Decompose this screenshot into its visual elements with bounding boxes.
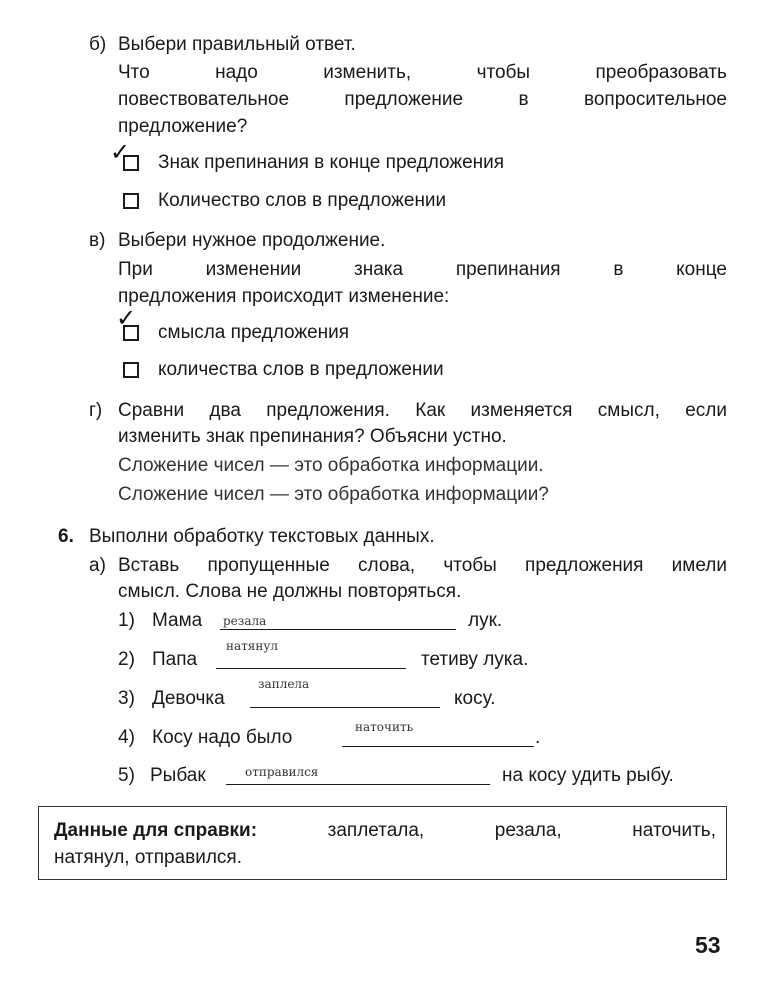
item4-answer: наточить (355, 720, 414, 734)
item5-answer: отправился (245, 765, 319, 779)
item4-number: 4) (118, 727, 135, 748)
item5-number: 5) (118, 765, 135, 786)
item1-before: Мама (152, 610, 203, 631)
part-b-question-line3: предложение? (118, 116, 248, 137)
part-v-instruction: Выбери нужное продолжение. (118, 230, 386, 251)
item1-number: 1) (118, 610, 135, 631)
reference-label: Данные для справки: (54, 820, 258, 841)
part-v-label: в) (89, 230, 106, 251)
part-b-option2: Количество слов в предложении (158, 190, 447, 211)
part-b-label: б) (89, 34, 107, 55)
part-v-option1: смысла предложения (158, 322, 350, 343)
checkbox-v-option2[interactable] (123, 362, 139, 378)
item1-answer: резала (223, 614, 267, 628)
item3-answer: заплела (258, 677, 310, 691)
item5-after: на косу удить рыбу. (502, 765, 674, 786)
task6-title: Выполни обработку текстовых данных. (89, 526, 435, 547)
part-b-question-line1: Что надо изменить, чтобы преобразовать (118, 62, 727, 83)
item4-after: . (535, 727, 541, 748)
part-b-question-line2: повествовательное предложение в вопросительное (118, 89, 727, 110)
item4-before: Косу надо было (152, 727, 293, 748)
task6-number: 6. (58, 526, 74, 547)
part-g-label: г) (89, 400, 103, 421)
part-g-sentence1: Сложение чисел — это обработка информации. (118, 455, 544, 476)
item5-before: Рыбак (150, 765, 206, 786)
item1-blank[interactable] (220, 629, 456, 630)
checkbox-b-option2[interactable] (123, 193, 139, 209)
reference-line1: Данные для справки: заплетала, резала, наточить, (54, 820, 716, 841)
page-number: 53 (695, 932, 721, 958)
item2-blank[interactable] (216, 668, 406, 669)
reference-line2: натянул, отправился. (54, 847, 242, 868)
part-v-line2: предложения происходит изменение: (118, 286, 450, 307)
part-g-line2: изменить знак препинания? Объясни устно. (118, 426, 507, 447)
check-mark-icon: ✓ (116, 304, 137, 332)
item2-after: тетиву лука. (421, 649, 529, 670)
part-v-line1: При изменении знака препинания в конце (118, 259, 727, 280)
check-mark-icon: ✓ (110, 138, 131, 166)
part-b-instruction: Выбери правильный ответ. (118, 34, 356, 55)
item2-number: 2) (118, 649, 135, 670)
item3-before: Девочка (152, 688, 225, 709)
task6-instr-line1: Вставь пропущенные слова, чтобы предложения имели (118, 555, 727, 576)
part-v-option2: количества слов в предложении (158, 359, 444, 380)
item3-blank[interactable] (250, 707, 440, 708)
task6-sub-label: а) (89, 555, 106, 576)
item4-blank[interactable] (342, 746, 534, 747)
part-g-sentence2: Сложение чисел — это обработка информации? (118, 484, 549, 505)
part-g-line1: Сравни два предложения. Как изменяется смысл, если (118, 400, 727, 421)
item1-after: лук. (468, 610, 503, 631)
task6-instr-line2: смысл. Слова не должны повторяться. (118, 581, 462, 602)
part-b-option1: Знак препинания в конце предложения (158, 152, 505, 173)
item2-answer: натянул (226, 639, 279, 653)
item3-number: 3) (118, 688, 135, 709)
item3-after: косу. (454, 688, 496, 709)
item2-before: Папа (152, 649, 198, 670)
item5-blank[interactable] (226, 784, 490, 785)
